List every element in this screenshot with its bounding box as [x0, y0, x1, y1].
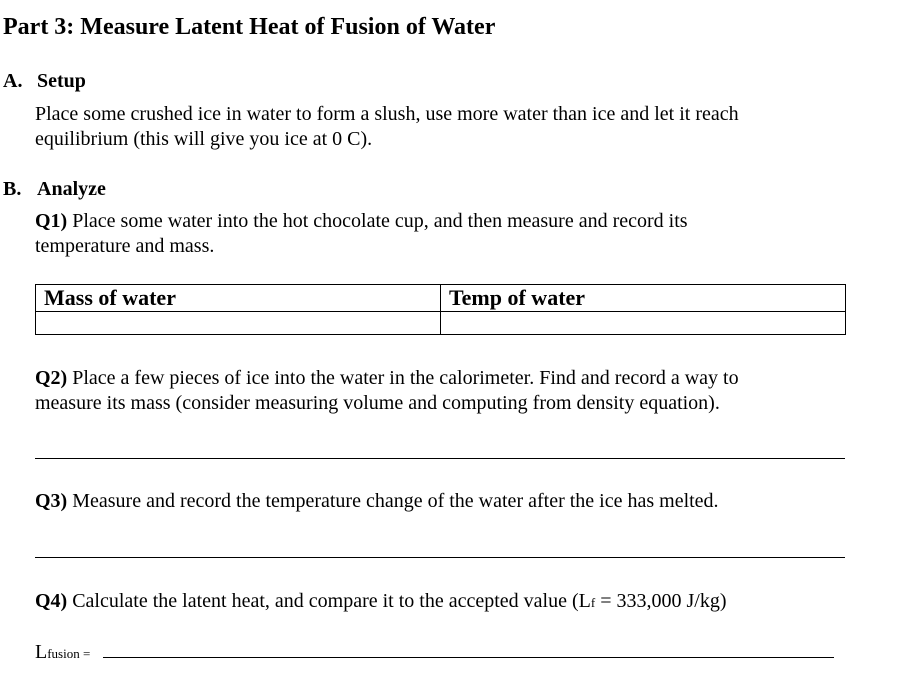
- table-header-row: [36, 285, 846, 312]
- q4-line-1: [35, 590, 727, 613]
- mass-of-water-header: Mass of water: [36, 285, 441, 312]
- section-a-title: Setup: [37, 70, 86, 92]
- lfusion-symbol: L: [35, 641, 48, 663]
- q2-line-2: measure its mass (consider measuring volume and computing from density equation).: [35, 392, 720, 414]
- q3-label: Q3): [35, 490, 68, 512]
- setup-text-line-1: Place some crushed ice in water to form a slush, use more water than ice and let it reach: [35, 103, 739, 125]
- q3-text: Measure and record the temperature change of the water after the ice has melted.: [67, 490, 719, 512]
- lfusion-answer-line[interactable]: [103, 657, 834, 658]
- measurement-table: [35, 284, 846, 335]
- q1-label: Q1): [35, 210, 68, 232]
- lfusion-label: [35, 641, 90, 664]
- section-b-heading: [3, 178, 106, 201]
- q4-text-before: Calculate the latent heat, and compare it to the accepted value (L: [67, 590, 591, 612]
- q2-answer-line[interactable]: [35, 458, 845, 459]
- q4-subscript: f: [590, 595, 596, 610]
- q2-text: Place a few pieces of ice into the water in the calorimeter. Find and record a way to: [67, 367, 739, 389]
- q1-line-1: [35, 210, 688, 233]
- section-a-letter: A.: [3, 70, 23, 92]
- q3-line-1: [35, 490, 719, 513]
- lfusion-equals: =: [79, 646, 91, 661]
- section-b-title: Analyze: [37, 178, 106, 200]
- q4-text-after: = 333,000 J/kg): [595, 590, 727, 612]
- q4-label: Q4): [35, 590, 68, 612]
- q1-text: Place some water into the hot chocolate cup, and then measure and record its: [67, 210, 688, 232]
- page-title: Part 3: Measure Latent Heat of Fusion of Water: [3, 14, 496, 40]
- section-b-letter: B.: [3, 178, 22, 200]
- table-row: [36, 312, 846, 335]
- temp-of-water-header: Temp of water: [441, 285, 846, 312]
- setup-text-line-2: equilibrium (this will give you ice at 0 C).: [35, 128, 373, 150]
- q1-line-2: temperature and mass.: [35, 235, 215, 257]
- mass-of-water-cell[interactable]: [36, 312, 441, 335]
- section-a-heading: [3, 70, 86, 93]
- q2-line-1: [35, 367, 739, 390]
- q3-answer-line[interactable]: [35, 557, 845, 558]
- lfusion-subscript: fusion: [47, 646, 80, 661]
- temp-of-water-cell[interactable]: [441, 312, 846, 335]
- q2-label: Q2): [35, 367, 68, 389]
